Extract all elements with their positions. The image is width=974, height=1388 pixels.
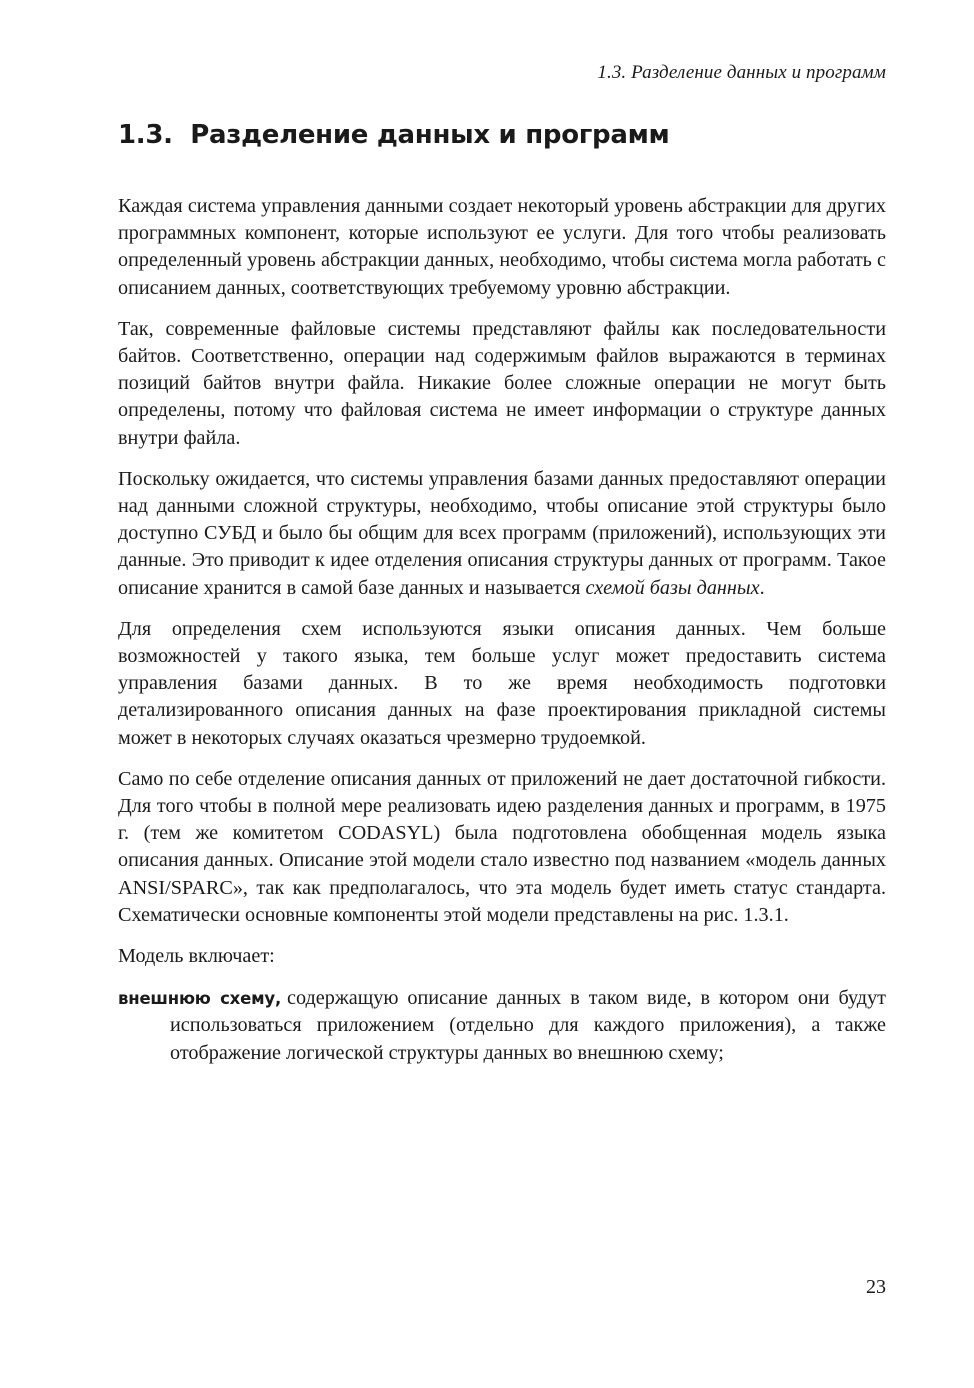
running-header: 1.3. Разделение данных и программ (597, 62, 886, 83)
page-number: 23 (866, 1276, 886, 1298)
definition-term: внешнюю схему, (118, 989, 282, 1009)
paragraph-3-text: Поскольку ожидается, что системы управления базами данных предоставляют операции над данными сложной структуры, необходимо, чтобы описание этой структуры было доступно СУБД и было бы общим для всех программ (приложений), использующих эти данные. Это приводит к идее отделения описания структуры данных от программ. Такое описание хранится в самой базе данных и называется (118, 467, 886, 599)
paragraph-1: Каждая система управления данными создает некоторый уровень абстракции для других программных компонент, которые используют ее услуги. Для того чтобы реализовать определенный уровень абстракции данных, необходимо, чтобы система могла работать с описанием данных, соответствующих требуемому уровню абстракции. (118, 195, 886, 299)
section-title-text: Разделение данных и программ (190, 120, 670, 150)
section-title (118, 120, 670, 150)
definition-description: содержащую описание данных в таком виде, в котором они будут использоваться приложением (отдельно для каждого приложения), а также отображение логической структуры данных во внешнюю схему; (170, 987, 886, 1064)
schema-term-emphasis: схемой базы данных (585, 576, 760, 599)
paragraph-3-end: . (759, 576, 765, 599)
model-intro: Модель включает: (118, 945, 275, 968)
paragraph-3 (118, 466, 886, 602)
paragraph-5: Само по себе отделение описания данных от приложений не дает достаточной гибкости. Для того чтобы в полной мере реализовать идею разделения данных и программ, в 1975 г. (тем же комитетом CODASYL) была подготовлена обобщенная модель языка описания данных. Описание этой модели стало известно под названием «модель данных ANSI/SPARC», так как предполагалось, что эта модель будет иметь статус стандарта. Схематически основные компоненты этой модели представлены на рис. 1.3.1. (118, 767, 886, 926)
paragraph-2: Так, современные файловые системы представляют файлы как последовательности байтов. Соответственно, операции над содержимым файлов выражаются в терминах позиций байтов внутри файла. Никакие более сложные операции не могут быть определены, потому что файловая система не имеет информации о структуре данных внутри файла. (118, 317, 886, 449)
section-number: 1.3. (118, 120, 173, 150)
definition-item (118, 985, 886, 1067)
body-text (118, 193, 886, 1067)
paragraph-4: Для определения схем используются языки описания данных. Чем больше возможностей у такого языка, тем больше услуг может предоставить система управления базами данных. В то же время необходимость подготовки детализированного описания данных на фазе проектирования прикладной системы может в некоторых случаях оказаться чрезмерно трудоемкой. (118, 617, 886, 749)
